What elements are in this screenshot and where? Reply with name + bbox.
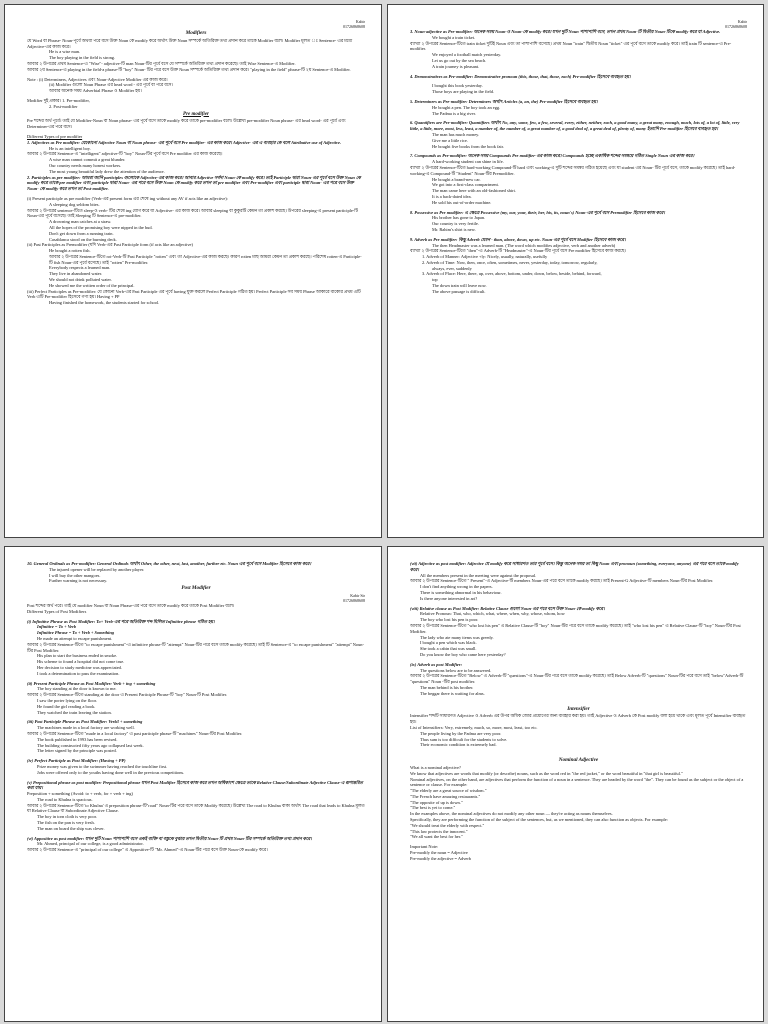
text-line: Those boys are playing in the field. xyxy=(432,89,495,95)
text-line: His plan to start the business ended in smoke. xyxy=(37,653,118,659)
text-line: Everybody respects a learned man. xyxy=(49,265,111,271)
text-line: 6. Quantifiers are Pre-modifier: Quantifiers অর্থাৎ No, any, some, few, a few, several, every, either, neither, each, a good many, a great many, enough, much, lots of, a lot of, little, very little, a little, more, most, less, least, a number of, the number of, a great number of, a good deal of, a great deal of, plenty of, many ইত্যাদি Pre-modifier হিসেবে ব্যবহৃত হয়। xyxy=(410,120,740,132)
text-line: (vi) Appositive as post modifier: যখন দুটি Noun পাশাপাশি বসে একই ব্যক্তি বা বস্তুকে বুঝায় তখন দ্বিতীয় Noun-টি প্রথম Noun-টির সম্পর্কে অতিরিক্ত তথ্য প্রদান করে। xyxy=(27,835,312,841)
text-line: I will buy the other mangoes. xyxy=(49,572,101,578)
text-line: আবার ২ উপরের Sentence-টিতে "to escape punishment"-এ infinitive phrase-টি "attempt" Noun-টির পরে বসে তাকে modify করেছে। তাই টি Sentence-এ "to escape punishment" "attempt" Noun-টির Post Modifier. xyxy=(27,641,364,653)
text-line: "The elderly are a great source of wisdom." xyxy=(410,788,487,794)
text-line: Mr. Ahmed, principal of our college, is a good administrator. xyxy=(37,841,144,847)
text-line: All the hopes of the promising boy were nipped in the bud. xyxy=(49,224,153,230)
text-line: 3. Noun-adjective as Pre-modifier: অনেক সময় Noun-ও Noun-কে modify করে। যখন দুটি Noun পাশাপাশি বসে, তখন প্রথম Noun-টি দ্বিতীয় Noun-টিকে modify করে যা Adjective. xyxy=(410,29,721,34)
text-line: I bought a pen which was black. xyxy=(420,640,477,646)
text-line: A hard-working student can shine in life. xyxy=(432,159,504,165)
text-line: He is a wise man. xyxy=(49,49,81,55)
text-line: আবার অনেক সময় Adverbial Phrase ও Modifier হয়। xyxy=(49,88,142,94)
text-line: All the members present in the meeting were against the proposal. xyxy=(420,572,537,578)
text-line: We know that adjectives are words that modify (or describe) nouns, such as the word red in "the red jacket," or the word beautiful in "that girl is beautiful." xyxy=(410,770,683,776)
text-line: Specifically, they are performing the function of the subject of the sentences, but, as we mentioned, they can also function as objects. For example: xyxy=(410,817,668,823)
text-line: The beggar there is waiting for alms. xyxy=(420,690,485,696)
section-heading: Nominal Adjective xyxy=(558,757,599,764)
author-signature-line: 01726868608 xyxy=(343,24,365,29)
text-line: Infinitive Phrase = To + Verb + Something xyxy=(37,630,114,636)
text-line: ব্যাখ্যা ২ উপরের Sentence-টিতে hard-working Compound-টি hard এবং working-এ দুটি শব্দের সমন্বয় গঠিত হয়েছে এবং যা student এর Noun- টির পূর্বে বসে, তাকে modify করেছে। তাই hard-working-এ Compound-টি "Student" Noun-টির Premodifier. xyxy=(410,164,736,176)
text-line: (viii) Relative clause as Post Modifier: Relative Clause গুলো Noun-এর পরে বসে উক্ত Noun-কে modify করে। xyxy=(410,605,605,611)
text-line: The building constructed fifty years ago collapsed last week. xyxy=(37,742,144,748)
text-line: What is a nominal adjective? xyxy=(410,764,461,770)
text-line: He made an attempt to escape punishment. xyxy=(37,635,113,641)
text-line: আবার ২য় Sentence-এ playing in the field-a phrase-টি "boy" Noun- টির পরে বসে উক্ত Noun সম্পর্কে অতিরিক্ত তথ্য প্রদান করে। "playing in the field" phrase-টি ২য় Sentence-এ Modifier. xyxy=(27,66,351,72)
text-line: 10. General Ordinals as Pre-modifier: General Ordinals অর্থাৎ Other, the other, next, last, another, further etc. Noun এর পূর্বে বসে Modifier হিসেবে কাজ করে। xyxy=(27,561,312,566)
text-line: যে Word বা Phrase- Noun-পূর্বে অথবা পরে বসে উক্ত Noun কে modify করে অর্থাৎ উক্ত Noun সম্পর্কে অতিরিক্ত তথ্য প্রদান করে তাকে Modifier বলে। Modifier মূলত ঃ Sentence- এর মধ্যে Adjective-এর কাজ করে। xyxy=(27,37,353,49)
text-line: Pre-modify the noun = Adjective xyxy=(410,850,468,856)
text-line: 7. Compounds as Pre-modifier: অনেক সময় Compounds Pre modifier-এর কাজ করে। Compounds হচ্ছে একাধিক শব্দের সমন্বয়ে গঠিত Single Noun এর কাজ করে। xyxy=(410,153,695,159)
text-line: He bought a pen. The boy took an egg. xyxy=(432,104,501,110)
text-line: They live in abandoned water. xyxy=(49,271,103,277)
text-line: Post শব্দের অর্থ পরে। তাই যে modifier Noun বা Noun Phrase-এর পরে বসে তাকে modify করে তাকে Post Modifier বলে। xyxy=(27,602,235,608)
section-heading: Modifiers xyxy=(185,30,207,36)
text-line: (ii) Present Participle Phrase as Post Modifier: Verb + ing + something xyxy=(27,680,156,686)
text-line: The most young beautiful lady drew the attention of the audience. xyxy=(49,168,165,174)
text-line: The fish on the pan is very fresh. xyxy=(37,820,95,826)
text-line: "We all want the best for her." xyxy=(410,834,463,840)
text-line: Infinitive = To + Verb xyxy=(37,624,76,630)
text-line: The man has much money. xyxy=(432,131,480,137)
text-line: A train journey is pleasant. xyxy=(432,63,480,69)
text-line: আবার ২ উপরের Sentence-এ "intelligent" adjective-টি "boy" Noun-টির পূর্বে বসে Pre modifier এর কাজ করেছে। xyxy=(27,151,223,157)
text-line: They watched the train leaving the station. xyxy=(37,709,112,715)
text-line: The boy in torn cloth is very poor. xyxy=(37,814,97,820)
text-line: The book published in 1993 has been revised. xyxy=(37,736,118,742)
text-line: (i) Infinitive Phrase as Post Modifier: To+ Verb-এর পরে অতিরিক্ত শব্দ মিলিত Infinitive phrase গঠিত হয়। xyxy=(27,618,215,624)
text-line: "The French have amazing restaurants." xyxy=(410,793,481,799)
text-line: The lady who ate many items was greedy. xyxy=(420,634,494,640)
text-line: The machines made in a local factory are working well. xyxy=(37,725,135,731)
text-line: We got into a first-class compartment. xyxy=(432,182,499,188)
text-line: Our country is very fertile. xyxy=(432,221,479,227)
spacer xyxy=(410,701,747,705)
text-line: আবার ২ উপরের Sentence-টিতে 'to Khulna' এ preposition phrase-টি"road" Noun-টির পরে বসে তাকে Modify করেছে। উল্লেখ্য The road to Khulna বাক্য অর্থাৎ The road that leads to Khulna মূলত যা Relative Clause বা Subordinate Adjective Clause. xyxy=(27,802,365,814)
text-line: His brother has gone to Japan. xyxy=(432,215,486,221)
text-line: Different Types of pre modifier xyxy=(27,133,83,139)
text-line: Prize money was given to the swimmer having reached the touchline first. xyxy=(37,763,168,769)
text-line: (iv) Perfect Participle as Post Modifier: (Having + PP) xyxy=(27,758,126,764)
text-line: Different Types of Post Modifiers xyxy=(27,608,87,614)
text-line: The boy standing at the door is known to me. xyxy=(37,686,117,692)
text-line: আবার ২ উপরের Sentence-টিতে " Present"-এ Adjective-টি members Noun-এর পরে বসে তাকে modify করছে। তাই Present-G Adjective-টি members Noun-টির Post Modifier. xyxy=(410,578,714,584)
text-line: It is a back-dated idea. xyxy=(432,193,472,199)
text-line: আবার ২ উপরের sentence-টিতে sleep-ও verb- টির শেষে ing যোগ করে যা Adjective- এর কাজ করে। আবার sleeping বা কুকুরটি কেমন তা প্রকাশ করছে। উপরের sleeping-এ present participle-টি Noun-এর পূর্বে বসেছে। তাই Sleeping টি Sentence-এ pre-modifier. xyxy=(27,207,358,219)
text-line: The people living by the Padma are very poor. xyxy=(420,730,502,736)
text-line: He sold his out-of-order machine. xyxy=(432,199,492,205)
text-line: Note : (i) Determiners, Adjectives এবং Noun-Adjective Modifier এর কাজ করে। xyxy=(27,76,168,82)
text-line: A sleeping dog seldom bites. xyxy=(49,201,100,207)
section-heading: Intensifier xyxy=(567,705,590,712)
text-line: We should not drink polluted water. xyxy=(49,277,112,283)
document-page-3 xyxy=(4,546,382,1022)
text-line: He found the girl reading a book. xyxy=(37,703,96,709)
text-line: There is something abnormal in his behaviour. xyxy=(420,589,502,595)
text-line: (v) Prepositional phrase as post modifier: Prepositional phrase যখন Post Modifier হিসেবে কাজ করে তখন অধিকাংশ ক্ষেত্রে তাকে Relative Clause/Subordinate Adjective Clause-এ রূপান্তরিত করা যায়। xyxy=(27,779,363,791)
text-line: The then Headmaster was a learned man. (The word which modifies adjective, verb and another adverb) xyxy=(432,242,616,248)
text-line: (ii) Past Participles as Premodifier (যদি Verb-এর Past Participle form (if acts like an adjective) xyxy=(27,242,193,248)
text-line: 3. Adverb of Place: Here, there, up, over, above, bottom, under, down, below, beside, behind, forward, xyxy=(422,271,602,277)
text-line: The boy who lost his pen is poor. xyxy=(420,617,479,623)
text-line: (vii) Adjective as post modifier: Adjective যে modify করে সাধারণত তার পূর্বে বসে। কিন্তু অনেক সময় তা কিছু Noun এবং pronoun (something, everyone, anyone) এর পরে বসে তাকে modify করে। xyxy=(410,561,739,572)
text-line: Pre শব্দের অর্থ পূর্বে। তাই যে Modifier-Noun বা Noun phrase- এর পূর্বে বসে তাকে modify করে তাকে pre-modifier বলে। উল্লেখ্য pre-modifier Noun phrase- এর head word- এর পূর্বে এবং Determiner-এর পরে বসে। xyxy=(27,118,346,130)
text-line: I took a determination to pass the examination. xyxy=(37,670,120,676)
text-line: He bought five books from the book fair. xyxy=(432,143,504,149)
text-line: Mr. Rahim's shirt is new. xyxy=(432,226,476,232)
text-line: A drowning man catches at a straw. xyxy=(49,219,112,225)
text-line: Give me a little rice. xyxy=(432,137,468,143)
text-line: He bought a brand-new car. xyxy=(432,176,481,182)
author-signature-line: Kabir xyxy=(355,19,365,24)
text-line: Thus sum is too difficult for the students to solve. xyxy=(420,736,508,742)
text-line: (iii) Perfect Participles as Pre-modifier: যে কোনো Verb-এর Past Participle এর পূর্বে having যুক্ত করলে Perfect Participle গঠিত হয়। Perfect Participle সব সময় Phrase আকারে বাক্যের প্রথম এটি Verb এটি Pre-modifier হিসেবে গণ্য হয়। Having + PP xyxy=(27,288,361,300)
text-line: Intensifier শব্দটি সাধারণত Adjective ও Adverb এর উপর অধিক জোর প্রয়োগের জন্য ব্যবহার করা হয়। তাই Adjective ও Adverb কে Post modify বলা হয়ে থাকে এবং মূলত পূর্বে Intensifier ব্যবহৃত হয়। xyxy=(410,713,746,725)
document-page-4 xyxy=(387,546,764,1022)
text-line: Let us go out by the sea beach. xyxy=(432,57,487,63)
text-line: Relative Pronoun: That, who, which, what, where, when, why, whose, whom, how xyxy=(420,611,565,617)
text-line: The questions below are to be answered. xyxy=(420,667,492,673)
text-line: "This law protects the innocent." xyxy=(410,828,468,834)
text-line: The road to Khulna is spacious. xyxy=(37,796,93,802)
text-line: ব্যাখ্যা ২ উপরের Sentence-টিতে "then"-এ Adverb-টি "Headmaster"-এ Noun-টির পূর্বে বসে Pre modifier হিসেবে কাজ করছে। xyxy=(410,248,626,254)
text-line: Important Note: xyxy=(410,844,439,850)
text-line: Modifier দুই প্রকার। 1. Pre-modifier, xyxy=(27,97,90,103)
section-heading: Pre modifier xyxy=(183,111,209,117)
text-line: আবার ২ উপরের Sentence-এ "principal of our college" এ Appositive-টি "Mr. Ahmed"-এ Noun-টির পরে বসে উক্ত Noun-কে modify করে। xyxy=(27,847,268,853)
text-line: always, ever, suddenly xyxy=(432,265,472,271)
text-line: The down train will leave now. xyxy=(432,283,487,289)
text-line: Preposition + something (Avoid: to + verb, for + verb + ing) xyxy=(27,791,133,797)
text-line: The letter signed by the principle was posted. xyxy=(37,748,117,754)
text-line: "The best is yet to come." xyxy=(410,805,456,811)
text-line: 9. Adverb as Pre modifier: কিছু Adverb যেমন - than, above, down, up etc. Noun-এর পূর্বে বসে Modifier হিসেবে কাজ করে। xyxy=(410,236,626,242)
text-line: I bought this book yesterday. xyxy=(432,83,483,89)
text-line: (iii) Past Participle Phrase as Post Modifier: Verb3 + something xyxy=(27,719,143,725)
text-line: Having finished the homework, the students started for school. xyxy=(49,300,160,306)
text-line: আবার ২ উপরের Sentence-টিতে "made in a local factory" এ past participle phrase-টি "machines" Noun-টির Post Modifier. xyxy=(27,730,243,736)
text-line: 5. Determiners as Pre-modifier: Determiners অর্থাৎ Articles (a, an, the) Pre-modifier হিসেবে ব্যবহৃত হয়। xyxy=(410,98,598,104)
text-line: She took a cabin that was small. xyxy=(420,646,477,652)
text-line: List of Intensifiers: Very, extremely, much, so, more, most, least, too etc. xyxy=(410,724,538,730)
text-line: We bought a train ticket. xyxy=(432,34,476,40)
text-line: 2. Post-modifier xyxy=(49,103,78,109)
text-line: আবার ২ উপরের Sentence-টিতে standing at the door এ Present Participle Phrase-টি "boy" Noun-টি Post Modifier. xyxy=(27,692,228,698)
text-line: "The opposite of up is down." xyxy=(410,799,463,805)
text-line: "We should treat the elderly with respect." xyxy=(410,822,485,828)
text-line: Our country needs many honest workers. xyxy=(49,162,122,168)
text-line: আবার ২ উপরের প্রথম Sentence-এ "Wise"- adjective-টি man Noun-টির পূর্বে বসে যে সম্পর্কে অতিরিক্ত তথ্য প্রদান করেছে। তাই Wise Sentence-এ Modifier. xyxy=(27,60,296,66)
text-line: I saw the porter lying on the floor. xyxy=(37,697,97,703)
text-line: আবার ২ উপরের Sentence-টিতে "who lost his pen" এ Relative Clause-টি "boy" Noun-টির পরে বসে তাকে modify করেছে। তাই "who lost his pen" এ Relative Clause-টি "boy" Noun-টির Post Modifier. xyxy=(410,622,741,634)
text-line: Their economic condition is extremely bad. xyxy=(420,742,497,748)
text-line: His scheme to found a hospital did not come true. xyxy=(37,659,125,665)
text-line: We enjoyed a football match yesterday. xyxy=(432,52,502,58)
text-line: আবার ২ উপরের Sentence-টিতে rot-Verb-টি Past Participle "rotten" এবং তা Adjective-এর কাজ করছে। কারণ rotten মাছ আমরা কেমন তা প্রকাশ করছে। পরিশেষ rotten-এ Participle-টি fish Noun-এর পূর্বে বসেছে। তাই "rotten" Pre-modifier. xyxy=(49,253,362,265)
text-line: Do you know the boy who came here yesterday? xyxy=(420,651,506,657)
text-line: The man behind is his brother. xyxy=(420,684,474,690)
text-line: He bought a rotten fish. xyxy=(49,248,91,254)
text-line: Is there anyone interested in art? xyxy=(420,595,478,601)
text-line: 01726868608 xyxy=(343,597,365,603)
text-line: 8. Possessive as Pre modifier: এ ক্ষেত্রে Possessive (my, our, your, their, her, his, its, noun's) Noun-এর পূর্বে বসে Premodifier হিসেবে কাজ করে। xyxy=(410,209,665,215)
text-line: 1. Adverb of Manner: Adjective +ly: Nicely, usually, naturally, usefully xyxy=(422,254,548,260)
text-line: The above passage is difficult. xyxy=(432,288,486,294)
text-line: Nominal adjectives, on the other hand, are adjectives that perform the function of a noun in a sentence. They are headed by the word "the". They can be found as the subject or the object of a sentence or clause. For example: xyxy=(410,776,744,788)
section-heading: Post Modifier xyxy=(181,585,211,592)
text-line: (ii) Modifier গুলো Noun Phrase এর head word - এর পূর্বে বা পরে বসে। xyxy=(49,82,173,88)
text-line: Casablanca stood on the burning deck. xyxy=(49,236,117,242)
text-line: The injured opener will be replaced by another player. xyxy=(49,566,145,572)
text-line: 4. Demonstratives as Pre-modifier: Demonstrative pronoun (this, those, that, those, each) Pre-modifier হিসেবে ব্যবহৃত হয়। xyxy=(410,73,631,79)
document-page-2 xyxy=(387,4,764,538)
text-line: Further warning is not necessary. xyxy=(49,578,108,584)
text-line: He is an intelligent boy. xyxy=(49,145,91,151)
text-line: Pre-modify the adjective = Adverb xyxy=(410,855,471,861)
text-line: top xyxy=(432,277,438,283)
text-line: The man came here with an old-fashioned shirt. xyxy=(432,188,516,194)
text-line: The boy playing in the field is strong. xyxy=(49,55,116,61)
text-line: 2. Adverb of Time: Now, then, once, often, sometimes, never, yesterday, today, tomorrow, regularly, xyxy=(422,259,598,265)
author-signature-line: Kabir xyxy=(737,19,747,24)
text-line: Jobs were offered only to the youths having done well in the previous competitions. xyxy=(37,769,185,775)
text-line: 2. Participles as pre modifier: আমরা জানি participles গুলোকে Adjective-এর কাজ করে। আবার Adjective সর্বদা Noun-কে modify করে। তাই Participle দ্বারা Noun-এর পূর্বে বসে উক্ত Noun কে modify করে তাকে pre modifier এবং participle দ্বারা Noun- এর পরে বসে উক্ত Noun কে modify করে তখন তা pre modifier এবং Pre-modifier এবং participle দ্বারা Noun- এর পরে বসে উক্ত Noun- কে modify করে তখন তা Post-modifier. xyxy=(27,174,361,192)
author-signature-line: 01726868608 xyxy=(725,24,747,29)
text-line: (ix) Adverb as post Modifier: xyxy=(410,661,463,667)
text-line: Don't get down from a running train. xyxy=(49,230,114,236)
document-page-1 xyxy=(4,4,382,538)
text-line: (i) Present participle as pre modifier (Verb-এর present form এর শেষে ing without any AV if acts like an adjective): xyxy=(27,195,228,201)
text-line: I don't find anything wrong in the papers. xyxy=(420,584,493,590)
text-line: The man on board the ship was clever. xyxy=(37,825,105,831)
text-line: In the examples above, the nominal adjectives do not modify any other noun — they're acting as nouns themselves. xyxy=(410,811,613,817)
text-line: Her decision to study medicine was appreciated. xyxy=(37,664,122,670)
text-line: A wise man cannot commit a great blunder. xyxy=(49,157,126,163)
text-line: ব্যাখ্যা ২ উপরের Sentence-টিতে train ticket দুটিই Noun এবং তা পাশাপাশি বসেছে। প্রথম Noun "train" দ্বিতীয় Noun "ticket" এর পূর্বে বসে তাকে modify করে। তাই train টি sentence-এ Pre-modifier. xyxy=(410,40,732,52)
text-line: He showed me the written order of the principal. xyxy=(49,282,135,288)
text-line: 1. Adjectives as Pre modifier: যেকোনো Adjective Noun বা Noun phrase- এর পূর্বে বসে Pre modifier- এর কাজ করে। Adjective- এর এ ব্যবহার কে বলে Attributive use of Adjective. xyxy=(27,139,341,145)
text-line: The Padma is a big river. xyxy=(432,110,476,116)
spacer xyxy=(410,752,747,756)
text-line: আবার ২ উপরের Sentence-টিতে "Below" এ Adverb-টি "questions"-এ Noun-টির পরে বসে তাকে modify করেছে। তাই Below Adverb-টি "questions" Noun-টির পরে বসে তাই "below"Adverb-টি "questions" Noun -টির post modifier. xyxy=(410,673,744,685)
text-line: Kabir Sir xyxy=(350,592,365,598)
